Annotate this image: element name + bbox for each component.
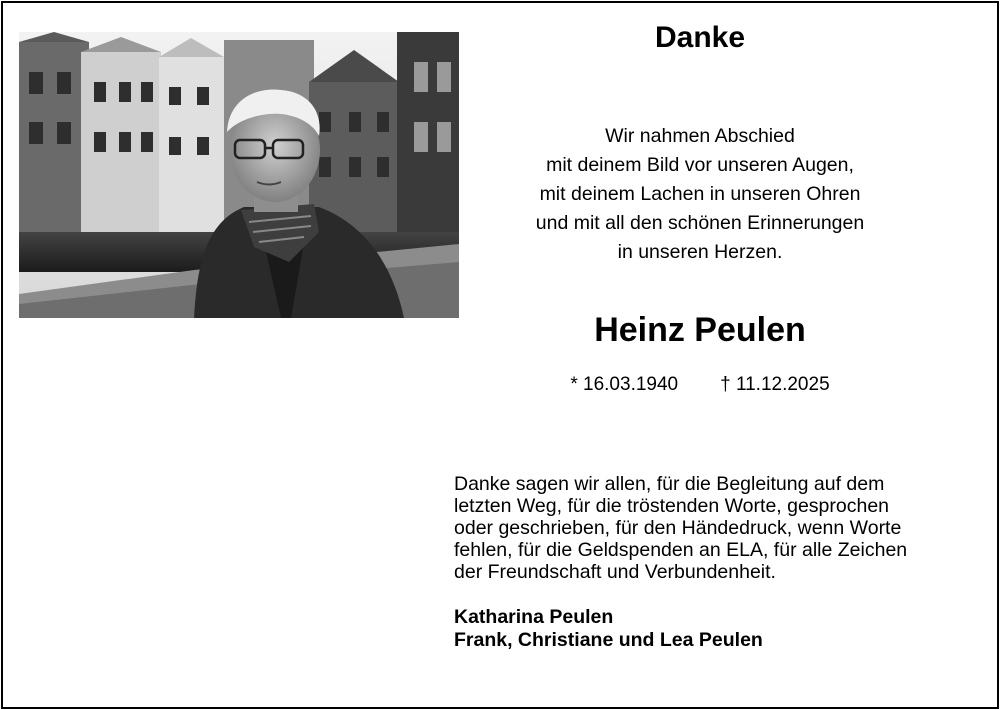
death-date: † 11.12.2025 xyxy=(720,374,830,395)
poem-line: mit deinem Bild vor unseren Augen, xyxy=(546,154,854,176)
thanks-line: oder geschrieben, für den Händedruck, wenn Worte xyxy=(454,517,902,539)
farewell-poem xyxy=(473,122,927,267)
heading-thanks: Danke xyxy=(654,21,746,54)
thanks-line: der Freundschaft und Verbundenheit. xyxy=(454,561,776,583)
portrait-illustration xyxy=(19,32,459,318)
signer-line: Frank, Christiane und Lea Peulen xyxy=(454,629,763,651)
signer-line: Katharina Peulen xyxy=(454,606,614,628)
thanks-message xyxy=(454,473,974,583)
thanks-line: fehlen, für die Geldspenden an ELA, für alle Zeichen xyxy=(454,539,908,561)
life-dates xyxy=(473,374,927,396)
poem-line: und mit all den schönen Erinnerungen xyxy=(535,212,865,234)
obituary-notice xyxy=(1,1,999,709)
poem-line: mit deinem Lachen in unseren Ohren xyxy=(539,183,861,205)
thanks-line: letzten Weg, für die tröstenden Worte, gesprochen xyxy=(454,495,890,517)
portrait-photo xyxy=(19,32,459,318)
deceased-name: Heinz Peulen xyxy=(594,311,806,349)
poem-line: Wir nahmen Abschied xyxy=(605,125,795,147)
thanks-line: Danke sagen wir allen, für die Begleitung auf dem xyxy=(454,473,885,495)
poem-line: in unseren Herzen. xyxy=(617,241,783,263)
birth-date: * 16.03.1940 xyxy=(570,374,679,395)
signers xyxy=(454,606,763,652)
